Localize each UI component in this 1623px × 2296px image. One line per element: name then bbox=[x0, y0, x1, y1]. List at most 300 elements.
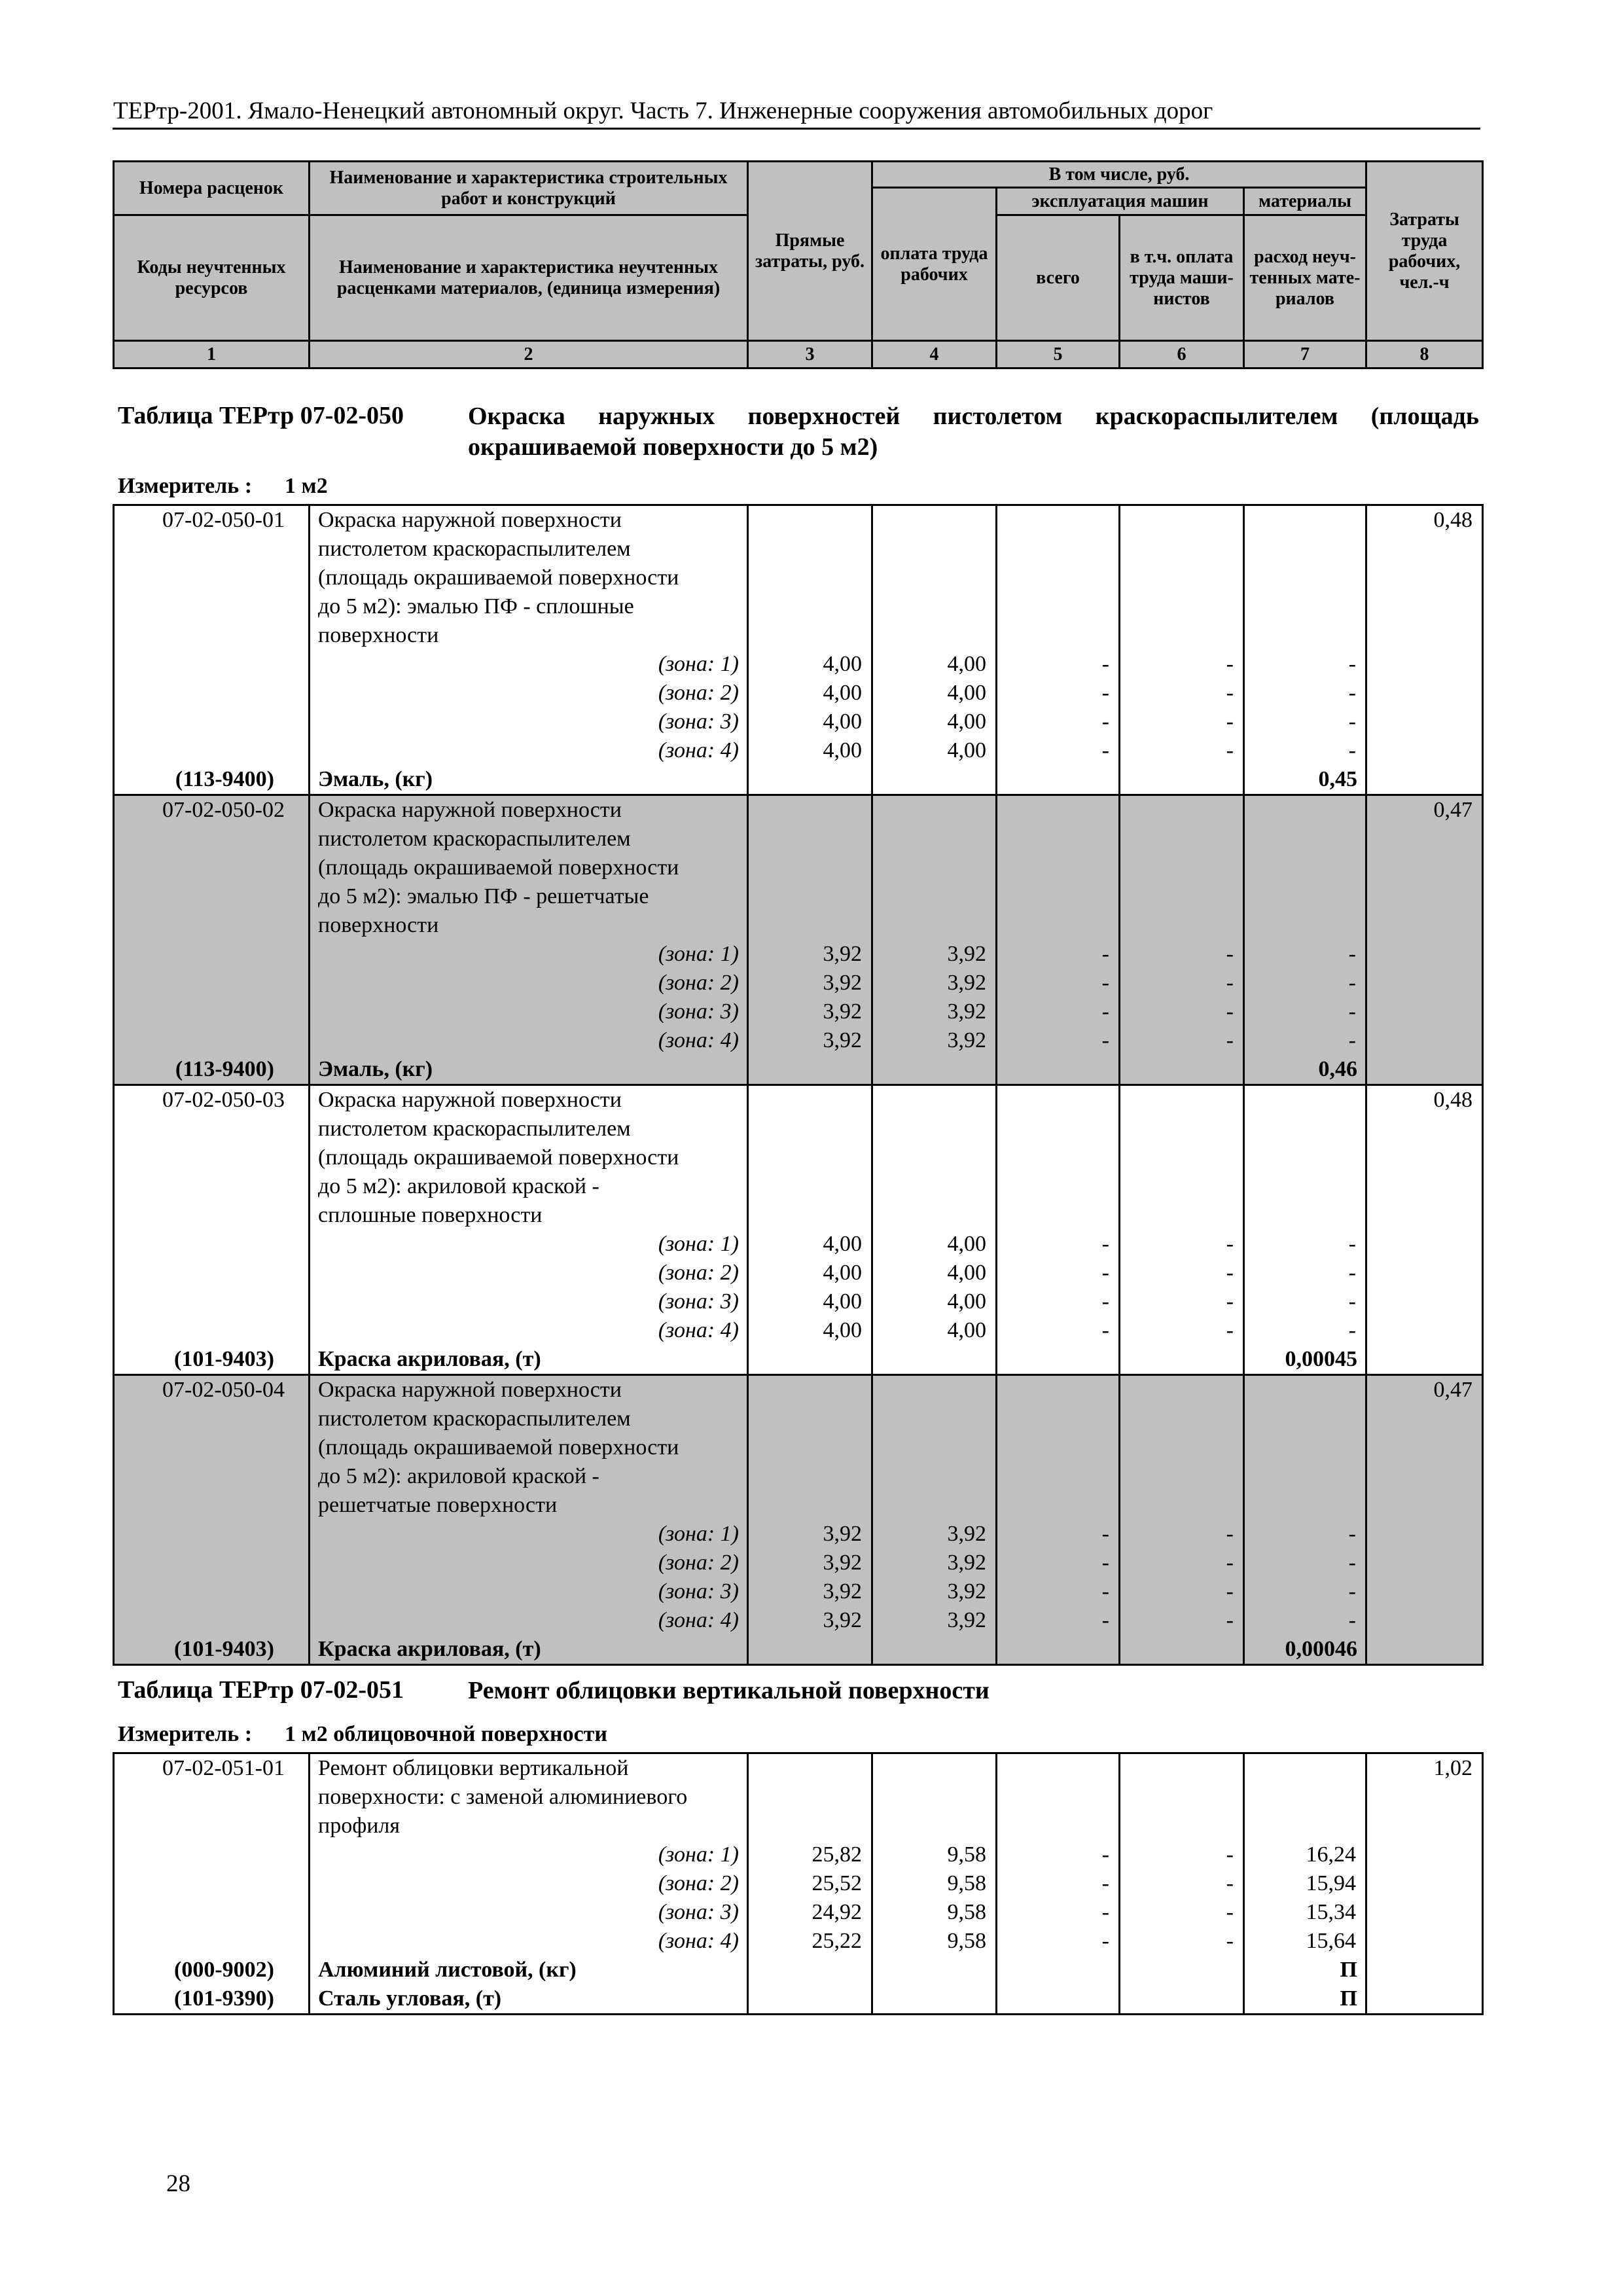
rate-code bbox=[114, 1026, 310, 1055]
rate-description: (площадь окрашиваемой поверхности bbox=[310, 1143, 748, 1172]
labor-cost bbox=[1366, 1840, 1483, 1869]
value-cell bbox=[872, 765, 997, 795]
labor-cost bbox=[1366, 592, 1483, 621]
header-c2-bottom: Наименование и характеристика неучтенных расценками материалов, (единица измерения) bbox=[310, 215, 748, 341]
value-cell bbox=[1244, 1462, 1366, 1491]
table-meter bbox=[118, 1722, 607, 1747]
labor-pay: 3,92 bbox=[872, 1520, 997, 1549]
rate-code bbox=[114, 1549, 310, 1577]
rate-description: поверхности: с заменой алюминиевого bbox=[310, 1783, 748, 1812]
value-cell bbox=[997, 1345, 1120, 1375]
zone-row bbox=[114, 736, 1483, 765]
value-cell bbox=[1244, 1201, 1366, 1230]
rate-description: пистолетом краскораспылителем bbox=[310, 1115, 748, 1143]
rate-code bbox=[114, 1898, 310, 1927]
table-row bbox=[114, 1433, 1483, 1462]
labor-pay: 4,00 bbox=[872, 1230, 997, 1259]
value-cell bbox=[997, 592, 1120, 621]
value-cell bbox=[997, 1753, 1120, 1784]
machine-cost: - bbox=[997, 1606, 1120, 1635]
rate-code: 07-02-050-04 bbox=[114, 1375, 310, 1405]
value-cell bbox=[748, 1462, 872, 1491]
value-cell bbox=[748, 1085, 872, 1115]
value-cell bbox=[748, 1115, 872, 1143]
machinist-pay: - bbox=[1120, 1869, 1244, 1898]
direct-cost: 3,92 bbox=[748, 940, 872, 969]
value-cell bbox=[748, 1345, 872, 1375]
zone-row bbox=[114, 1927, 1483, 1956]
zone-row bbox=[114, 1230, 1483, 1259]
machinist-pay: - bbox=[1120, 1606, 1244, 1635]
direct-cost: 4,00 bbox=[748, 679, 872, 708]
value-cell bbox=[1244, 882, 1366, 911]
direct-cost: 3,92 bbox=[748, 1026, 872, 1055]
labor-pay: 4,00 bbox=[872, 736, 997, 765]
value-cell bbox=[872, 1956, 997, 1984]
value-cell bbox=[997, 1956, 1120, 1984]
materials-cost: - bbox=[1244, 679, 1366, 708]
value-cell bbox=[872, 911, 997, 940]
value-cell bbox=[748, 621, 872, 650]
value-cell bbox=[872, 1635, 997, 1665]
value-cell bbox=[1244, 1405, 1366, 1433]
labor-cost bbox=[1366, 765, 1483, 795]
machine-cost: - bbox=[997, 1577, 1120, 1606]
resource-name: Краска акриловая, (т) bbox=[310, 1635, 748, 1665]
value-cell bbox=[748, 1172, 872, 1201]
header-number: 3 bbox=[748, 341, 872, 368]
table-row bbox=[114, 592, 1483, 621]
value-cell bbox=[1244, 825, 1366, 853]
value-cell bbox=[1120, 1375, 1244, 1405]
rate-code bbox=[114, 853, 310, 882]
rate-code bbox=[114, 736, 310, 765]
zone-label: (зона: 2) bbox=[310, 1549, 748, 1577]
direct-cost: 3,92 bbox=[748, 969, 872, 997]
materials-cost: - bbox=[1244, 1520, 1366, 1549]
value-cell bbox=[997, 1143, 1120, 1172]
labor-cost: 0,47 bbox=[1366, 1375, 1483, 1405]
machine-cost: - bbox=[997, 1230, 1120, 1259]
value-cell bbox=[997, 911, 1120, 940]
table-row bbox=[114, 882, 1483, 911]
value-cell bbox=[997, 1115, 1120, 1143]
table-name: Ремонт облицовки вертикальной поверхности bbox=[468, 1677, 990, 1704]
machinist-pay: - bbox=[1120, 1316, 1244, 1345]
rate-description: Окраска наружной поверхности bbox=[310, 1085, 748, 1115]
value-cell bbox=[1120, 1462, 1244, 1491]
machinist-pay: - bbox=[1120, 736, 1244, 765]
value-cell bbox=[997, 795, 1120, 825]
value-cell bbox=[1244, 1783, 1366, 1812]
materials-cost: - bbox=[1244, 1549, 1366, 1577]
value-cell bbox=[1244, 1812, 1366, 1840]
rate-code: 07-02-050-02 bbox=[114, 795, 310, 825]
machine-cost: - bbox=[997, 1898, 1120, 1927]
value-cell bbox=[748, 1984, 872, 2015]
zone-label: (зона: 4) bbox=[310, 1606, 748, 1635]
resource-name: Эмаль, (кг) bbox=[310, 1055, 748, 1085]
machine-cost: - bbox=[997, 1840, 1120, 1869]
value-cell bbox=[997, 1433, 1120, 1462]
zone-row bbox=[114, 650, 1483, 679]
value-cell bbox=[997, 1783, 1120, 1812]
machine-cost: - bbox=[997, 708, 1120, 736]
zone-label: (зона: 2) bbox=[310, 1869, 748, 1898]
table-row bbox=[114, 1375, 1483, 1405]
rate-code bbox=[114, 1405, 310, 1433]
rate-description: Окраска наружной поверхности bbox=[310, 505, 748, 535]
resource-row bbox=[114, 1055, 1483, 1085]
zone-row bbox=[114, 1520, 1483, 1549]
machine-cost: - bbox=[997, 940, 1120, 969]
machine-cost: - bbox=[997, 1869, 1120, 1898]
machine-cost: - bbox=[997, 1259, 1120, 1287]
rate-code bbox=[114, 1259, 310, 1287]
labor-cost bbox=[1366, 1927, 1483, 1956]
value-cell bbox=[872, 535, 997, 564]
value-cell bbox=[872, 1115, 997, 1143]
header-number: 1 bbox=[114, 341, 310, 368]
zone-label: (зона: 4) bbox=[310, 1316, 748, 1345]
machine-cost: - bbox=[997, 1026, 1120, 1055]
column-header-table bbox=[113, 160, 1484, 369]
labor-cost bbox=[1366, 1433, 1483, 1462]
materials-cost: - bbox=[1244, 1287, 1366, 1316]
value-cell bbox=[872, 1085, 997, 1115]
rate-code bbox=[114, 1606, 310, 1635]
zone-label: (зона: 4) bbox=[310, 1026, 748, 1055]
rate-code: 07-02-051-01 bbox=[114, 1753, 310, 1784]
resource-consumption: 0,00045 bbox=[1244, 1345, 1366, 1375]
value-cell bbox=[872, 795, 997, 825]
labor-cost bbox=[1366, 1549, 1483, 1577]
labor-cost: 1,02 bbox=[1366, 1753, 1483, 1784]
value-cell bbox=[1120, 1956, 1244, 1984]
table-row bbox=[114, 911, 1483, 940]
rate-description: поверхности bbox=[310, 911, 748, 940]
value-cell bbox=[872, 1143, 997, 1172]
zone-row bbox=[114, 1577, 1483, 1606]
value-cell bbox=[1244, 621, 1366, 650]
value-cell bbox=[748, 882, 872, 911]
direct-cost: 4,00 bbox=[748, 1287, 872, 1316]
rate-description: пистолетом краскораспылителем bbox=[310, 825, 748, 853]
value-cell bbox=[997, 564, 1120, 592]
materials-cost: 16,24 bbox=[1244, 1840, 1366, 1869]
direct-cost: 3,92 bbox=[748, 997, 872, 1026]
labor-cost bbox=[1366, 736, 1483, 765]
header-c5: всего bbox=[997, 215, 1120, 341]
labor-pay: 3,92 bbox=[872, 1549, 997, 1577]
value-cell bbox=[1120, 882, 1244, 911]
machinist-pay: - bbox=[1120, 1026, 1244, 1055]
labor-cost bbox=[1366, 1115, 1483, 1143]
labor-cost bbox=[1366, 1345, 1483, 1375]
labor-cost bbox=[1366, 1635, 1483, 1665]
value-cell bbox=[872, 1812, 997, 1840]
value-cell bbox=[1244, 1375, 1366, 1405]
table-title: Таблица ТЕРтр 07-02-050 bbox=[118, 402, 404, 429]
labor-cost bbox=[1366, 1230, 1483, 1259]
machinist-pay: - bbox=[1120, 1549, 1244, 1577]
zone-label: (зона: 3) bbox=[310, 997, 748, 1026]
direct-cost: 24,92 bbox=[748, 1898, 872, 1927]
resource-consumption: П bbox=[1244, 1984, 1366, 2015]
rate-code bbox=[114, 882, 310, 911]
labor-cost: 0,48 bbox=[1366, 1085, 1483, 1115]
rate-code bbox=[114, 535, 310, 564]
table-row bbox=[114, 1812, 1483, 1840]
resource-consumption: 0,00046 bbox=[1244, 1635, 1366, 1665]
labor-cost bbox=[1366, 969, 1483, 997]
zone-row bbox=[114, 708, 1483, 736]
direct-cost: 4,00 bbox=[748, 1259, 872, 1287]
rate-code bbox=[114, 1143, 310, 1172]
materials-cost: 15,34 bbox=[1244, 1898, 1366, 1927]
zone-row bbox=[114, 1898, 1483, 1927]
meter-label: Измеритель : bbox=[118, 1722, 253, 1746]
resource-code: (113-9400) bbox=[114, 765, 310, 795]
rate-code bbox=[114, 679, 310, 708]
value-cell bbox=[1120, 795, 1244, 825]
labor-cost bbox=[1366, 535, 1483, 564]
machinist-pay: - bbox=[1120, 969, 1244, 997]
machine-cost: - bbox=[997, 679, 1120, 708]
direct-cost: 4,00 bbox=[748, 708, 872, 736]
direct-cost: 25,52 bbox=[748, 1869, 872, 1898]
resource-name: Алюминий листовой, (кг) bbox=[310, 1956, 748, 1984]
value-cell bbox=[997, 1812, 1120, 1840]
value-cell bbox=[872, 621, 997, 650]
labor-pay: 4,00 bbox=[872, 1287, 997, 1316]
resource-code: (000-9002) bbox=[114, 1956, 310, 1984]
zone-label: (зона: 3) bbox=[310, 1898, 748, 1927]
value-cell bbox=[872, 592, 997, 621]
resource-code: (101-9390) bbox=[114, 1984, 310, 2015]
value-cell bbox=[1244, 505, 1366, 535]
rate-code: 07-02-050-01 bbox=[114, 505, 310, 535]
value-cell bbox=[1120, 825, 1244, 853]
table-row bbox=[114, 621, 1483, 650]
labor-cost bbox=[1366, 1405, 1483, 1433]
rates-table bbox=[113, 1752, 1484, 2015]
labor-pay: 4,00 bbox=[872, 1259, 997, 1287]
resource-name: Краска акриловая, (т) bbox=[310, 1345, 748, 1375]
resource-code: (101-9403) bbox=[114, 1345, 310, 1375]
zone-label: (зона: 1) bbox=[310, 1520, 748, 1549]
direct-cost: 3,92 bbox=[748, 1577, 872, 1606]
labor-pay: 4,00 bbox=[872, 1316, 997, 1345]
resource-row bbox=[114, 1984, 1483, 2015]
zone-label: (зона: 2) bbox=[310, 969, 748, 997]
value-cell bbox=[872, 1462, 997, 1491]
machine-cost: - bbox=[997, 1316, 1120, 1345]
labor-cost bbox=[1366, 708, 1483, 736]
table-row bbox=[114, 795, 1483, 825]
rate-code bbox=[114, 1577, 310, 1606]
table-row bbox=[114, 1753, 1483, 1784]
value-cell bbox=[748, 853, 872, 882]
header-c8: Затраты труда рабочих, чел.-ч bbox=[1366, 162, 1483, 341]
meter-label: Измеритель : bbox=[118, 474, 253, 498]
rate-description: пистолетом краскораспылителем bbox=[310, 535, 748, 564]
value-cell bbox=[872, 1172, 997, 1201]
header-c6: в т.ч. оплата труда маши-нистов bbox=[1120, 215, 1244, 341]
header-materials: материалы bbox=[1244, 188, 1366, 215]
labor-cost bbox=[1366, 1201, 1483, 1230]
header-number: 5 bbox=[997, 341, 1120, 368]
materials-cost: - bbox=[1244, 1577, 1366, 1606]
value-cell bbox=[748, 1753, 872, 1784]
rate-description: до 5 м2): акриловой краской - bbox=[310, 1172, 748, 1201]
machinist-pay: - bbox=[1120, 679, 1244, 708]
table-row bbox=[114, 825, 1483, 853]
direct-cost: 4,00 bbox=[748, 736, 872, 765]
value-cell bbox=[872, 882, 997, 911]
labor-cost bbox=[1366, 1491, 1483, 1520]
zone-row bbox=[114, 997, 1483, 1026]
labor-cost: 0,47 bbox=[1366, 795, 1483, 825]
value-cell bbox=[997, 1635, 1120, 1665]
header-number: 2 bbox=[310, 341, 748, 368]
rate-code bbox=[114, 1840, 310, 1869]
resource-consumption: П bbox=[1244, 1956, 1366, 1984]
zone-label: (зона: 1) bbox=[310, 940, 748, 969]
header-number: 4 bbox=[872, 341, 997, 368]
rate-description: до 5 м2): акриловой краской - bbox=[310, 1462, 748, 1491]
value-cell bbox=[1120, 535, 1244, 564]
rate-code bbox=[114, 621, 310, 650]
resource-row bbox=[114, 765, 1483, 795]
labor-cost bbox=[1366, 679, 1483, 708]
labor-cost bbox=[1366, 564, 1483, 592]
header-c3: Прямые затраты, руб. bbox=[748, 162, 872, 341]
table-title: Таблица ТЕРтр 07-02-051 bbox=[118, 1676, 404, 1704]
rate-description: поверхности bbox=[310, 621, 748, 650]
zone-row bbox=[114, 1549, 1483, 1577]
resource-consumption: 0,46 bbox=[1244, 1055, 1366, 1085]
labor-cost bbox=[1366, 1316, 1483, 1345]
value-cell bbox=[1244, 564, 1366, 592]
header-rule bbox=[113, 128, 1480, 130]
labor-cost bbox=[1366, 853, 1483, 882]
rate-code bbox=[114, 592, 310, 621]
labor-cost bbox=[1366, 621, 1483, 650]
value-cell bbox=[872, 1433, 997, 1462]
rate-code bbox=[114, 1201, 310, 1230]
labor-pay: 9,58 bbox=[872, 1840, 997, 1869]
value-cell bbox=[1244, 1433, 1366, 1462]
zone-row bbox=[114, 1026, 1483, 1055]
materials-cost: - bbox=[1244, 650, 1366, 679]
materials-cost: - bbox=[1244, 736, 1366, 765]
machinist-pay: - bbox=[1120, 1287, 1244, 1316]
rate-code bbox=[114, 1433, 310, 1462]
value-cell bbox=[1120, 1055, 1244, 1085]
labor-pay: 9,58 bbox=[872, 1869, 997, 1898]
machinist-pay: - bbox=[1120, 1898, 1244, 1927]
value-cell bbox=[997, 765, 1120, 795]
rate-description: пистолетом краскораспылителем bbox=[310, 1405, 748, 1433]
machinist-pay: - bbox=[1120, 997, 1244, 1026]
labor-cost: 0,48 bbox=[1366, 505, 1483, 535]
zone-row bbox=[114, 1840, 1483, 1869]
value-cell bbox=[748, 1956, 872, 1984]
header-c7: расход неуч-тенных мате-риалов bbox=[1244, 215, 1366, 341]
value-cell bbox=[748, 911, 872, 940]
rate-code bbox=[114, 911, 310, 940]
resource-code: (101-9403) bbox=[114, 1635, 310, 1665]
labor-cost bbox=[1366, 1520, 1483, 1549]
value-cell bbox=[997, 1375, 1120, 1405]
machine-cost: - bbox=[997, 650, 1120, 679]
labor-cost bbox=[1366, 1462, 1483, 1491]
value-cell bbox=[1120, 1433, 1244, 1462]
materials-cost: - bbox=[1244, 1316, 1366, 1345]
materials-cost: - bbox=[1244, 997, 1366, 1026]
labor-cost bbox=[1366, 882, 1483, 911]
value-cell bbox=[748, 535, 872, 564]
table-row bbox=[114, 1491, 1483, 1520]
zone-label: (зона: 3) bbox=[310, 1577, 748, 1606]
value-cell bbox=[997, 825, 1120, 853]
rates-table bbox=[113, 504, 1484, 1666]
value-cell bbox=[997, 1055, 1120, 1085]
value-cell bbox=[1120, 1812, 1244, 1840]
machinist-pay: - bbox=[1120, 1230, 1244, 1259]
resource-row bbox=[114, 1345, 1483, 1375]
value-cell bbox=[1244, 1491, 1366, 1520]
direct-cost: 4,00 bbox=[748, 650, 872, 679]
table-row bbox=[114, 535, 1483, 564]
value-cell bbox=[748, 1201, 872, 1230]
direct-cost: 25,82 bbox=[748, 1840, 872, 1869]
header-c4: оплата труда рабочих bbox=[872, 188, 997, 341]
table-row bbox=[114, 1143, 1483, 1172]
table-row bbox=[114, 1405, 1483, 1433]
value-cell bbox=[1244, 535, 1366, 564]
value-cell bbox=[997, 535, 1120, 564]
value-cell bbox=[1120, 592, 1244, 621]
zone-row bbox=[114, 1259, 1483, 1287]
header-group: В том числе, руб. bbox=[872, 162, 1366, 188]
rate-code bbox=[114, 1172, 310, 1201]
table-row bbox=[114, 564, 1483, 592]
rate-description: до 5 м2): эмалью ПФ - решетчатые bbox=[310, 882, 748, 911]
value-cell bbox=[872, 1201, 997, 1230]
table-row bbox=[114, 505, 1483, 535]
value-cell bbox=[1120, 621, 1244, 650]
materials-cost: - bbox=[1244, 1230, 1366, 1259]
value-cell bbox=[1244, 1085, 1366, 1115]
value-cell bbox=[748, 505, 872, 535]
materials-cost: - bbox=[1244, 1259, 1366, 1287]
resource-consumption: 0,45 bbox=[1244, 765, 1366, 795]
table-row bbox=[114, 1172, 1483, 1201]
machine-cost: - bbox=[997, 736, 1120, 765]
table-row bbox=[114, 1085, 1483, 1115]
direct-cost: 25,22 bbox=[748, 1927, 872, 1956]
resource-code: (113-9400) bbox=[114, 1055, 310, 1085]
labor-cost bbox=[1366, 1898, 1483, 1927]
value-cell bbox=[748, 765, 872, 795]
value-cell bbox=[1120, 911, 1244, 940]
header-c1-bottom: Коды неучтенных ресурсов bbox=[114, 215, 310, 341]
zone-label: (зона: 4) bbox=[310, 736, 748, 765]
rate-code bbox=[114, 650, 310, 679]
value-cell bbox=[872, 1345, 997, 1375]
